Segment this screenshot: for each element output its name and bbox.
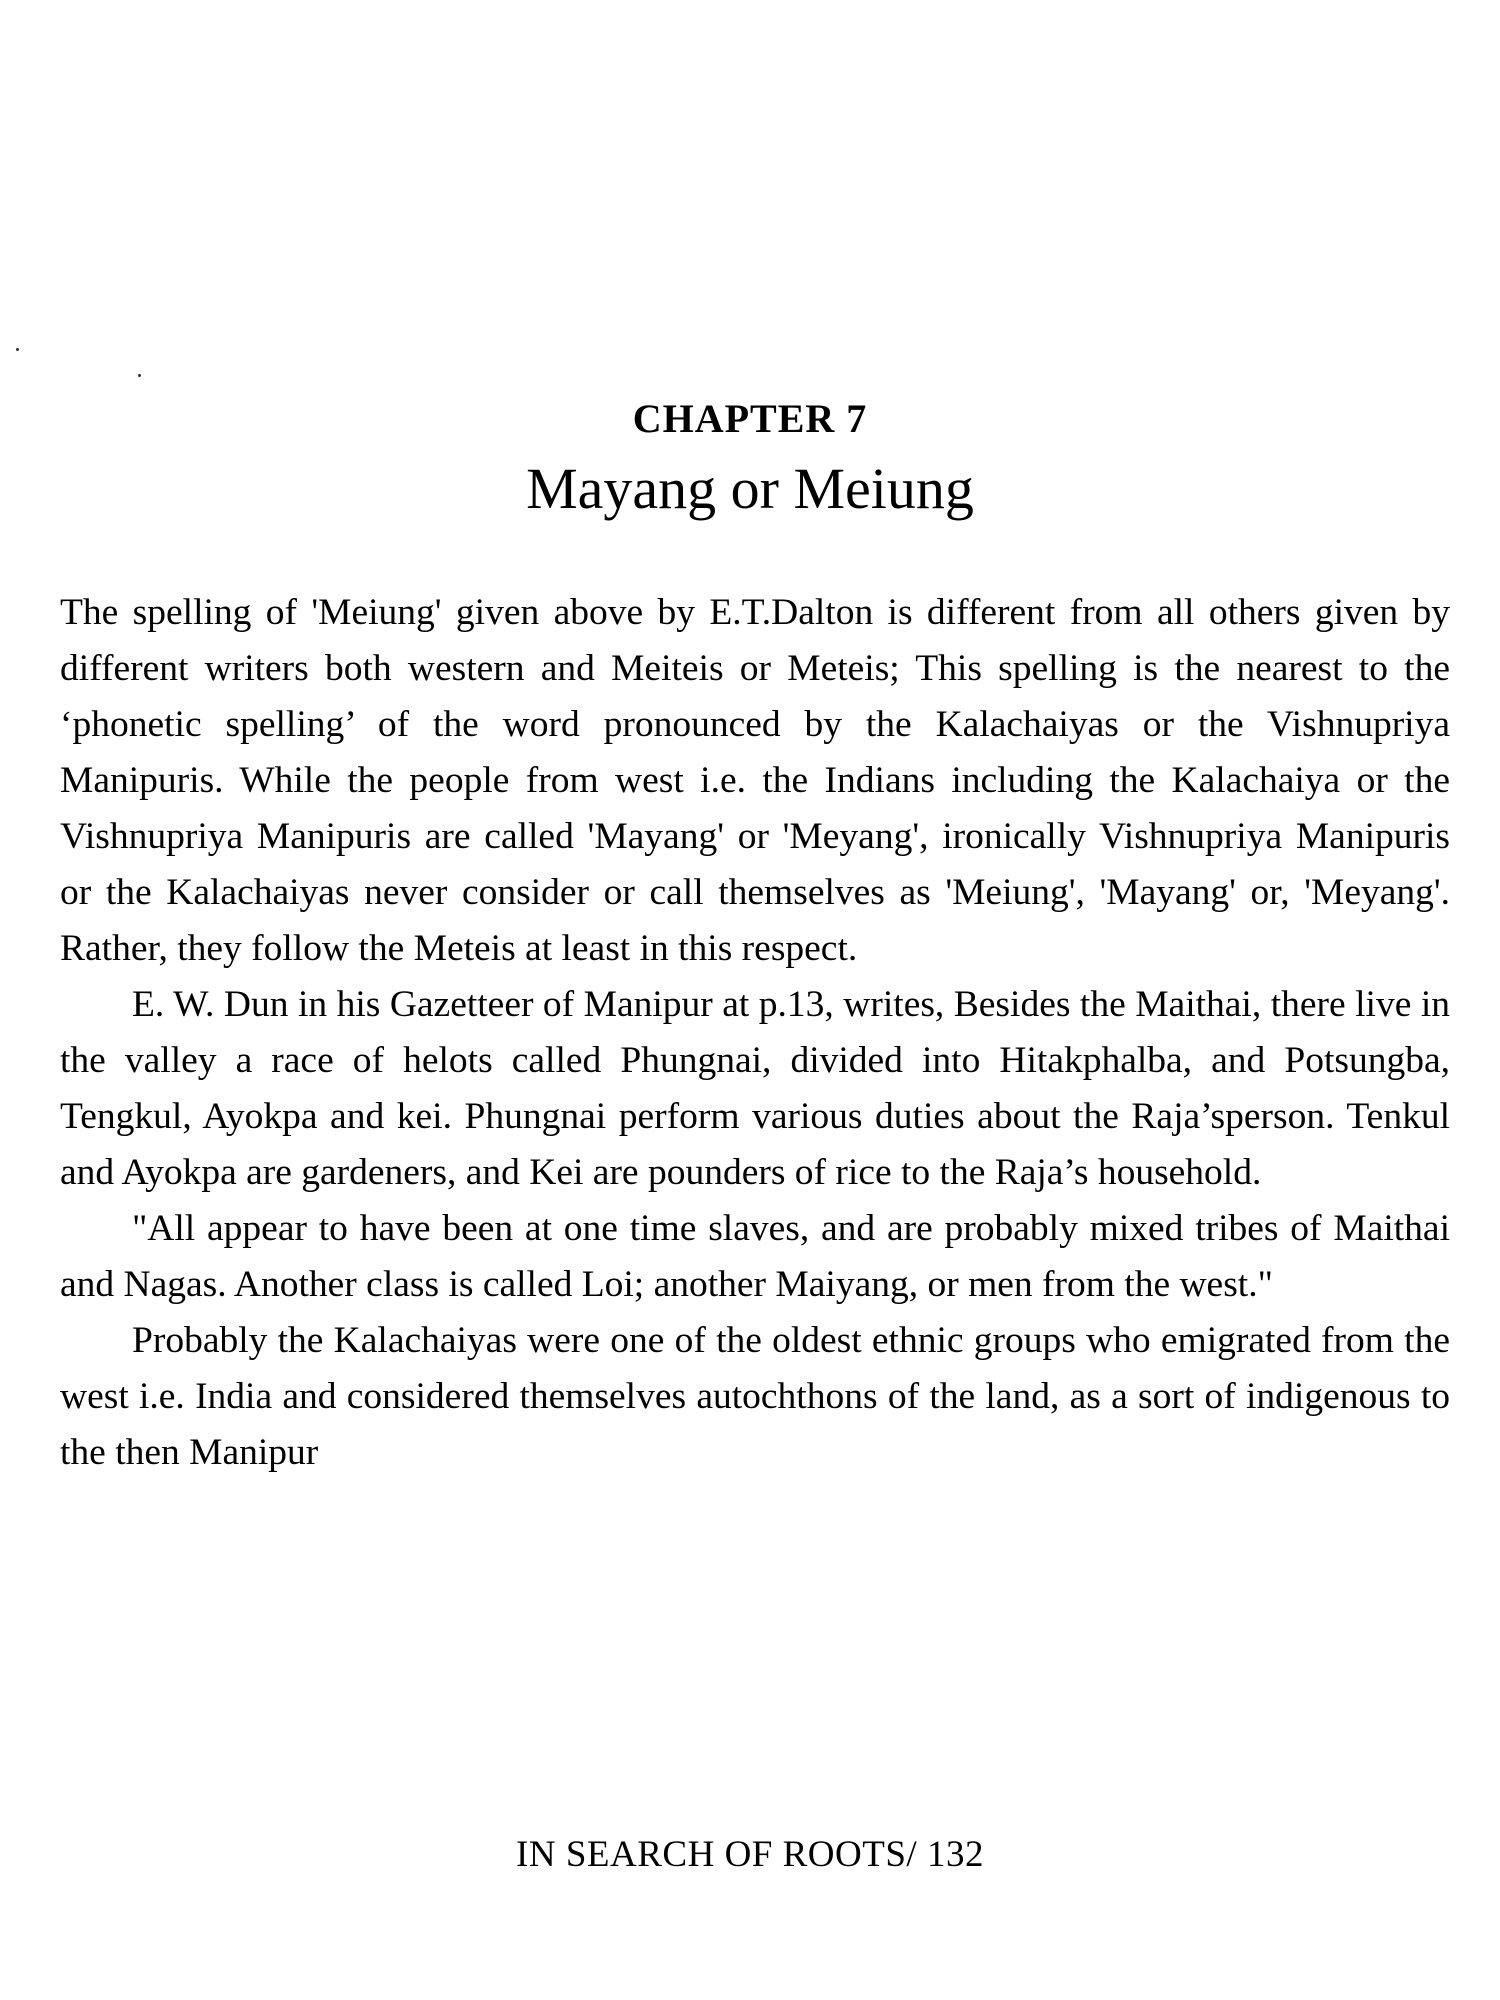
scan-speck bbox=[16, 348, 19, 351]
chapter-title: Mayang or Meiung bbox=[526, 456, 974, 521]
paragraph: E. W. Dun in his Gazetteer of Manipur at p.13, writes, Besides the Maithai, there live in the valley a race of helots called Phungnai, divided into Hitakphalba, and Potsungba, Tengkul, Ayokpa and kei. Phungnai perform various duties about the Raja’sperson. Tenkul and Ayokpa are gardeners, and Kei are pounders of rice to the Raja’s household. bbox=[60, 984, 1450, 1193]
paragraph: "All appear to have been at one time slaves, and are probably mixed tribes of Maithai and Nagas. Another class is called Loi; another Maiyang, or men from the west." bbox=[60, 1208, 1450, 1305]
chapter-number: CHAPTER 7 bbox=[632, 396, 868, 441]
paragraph: Probably the Kalachaiyas were one of the oldest ethnic groups who emigrated from the west i.e. India and considered themselves autochthons of the land, as a sort of indigenous to the then Manipur bbox=[60, 1320, 1450, 1473]
page-footer: IN SEARCH OF ROOTS/ 132 bbox=[516, 1834, 984, 1875]
scan-speck bbox=[138, 374, 141, 377]
chapter-body bbox=[60, 585, 1450, 1481]
paragraph: The spelling of 'Meiung' given above by E.T.Dalton is different from all others given by different writers both western and Meiteis or Meteis; This spelling is the nearest to the ‘phonetic spelling’ of the word pronounced by the Kalachaiyas or the Vishnupriya Manipuris. While the people from west i.e. the Indians including the Kalachaiya or the Vishnupriya Manipuris are called 'Mayang' or 'Meyang', ironically Vishnupriya Manipuris or the Kalachaiyas never consider or call themselves as 'Meiung', 'Mayang' or, 'Meyang'. Rather, they follow the Meteis at least in this respect. bbox=[60, 592, 1450, 969]
